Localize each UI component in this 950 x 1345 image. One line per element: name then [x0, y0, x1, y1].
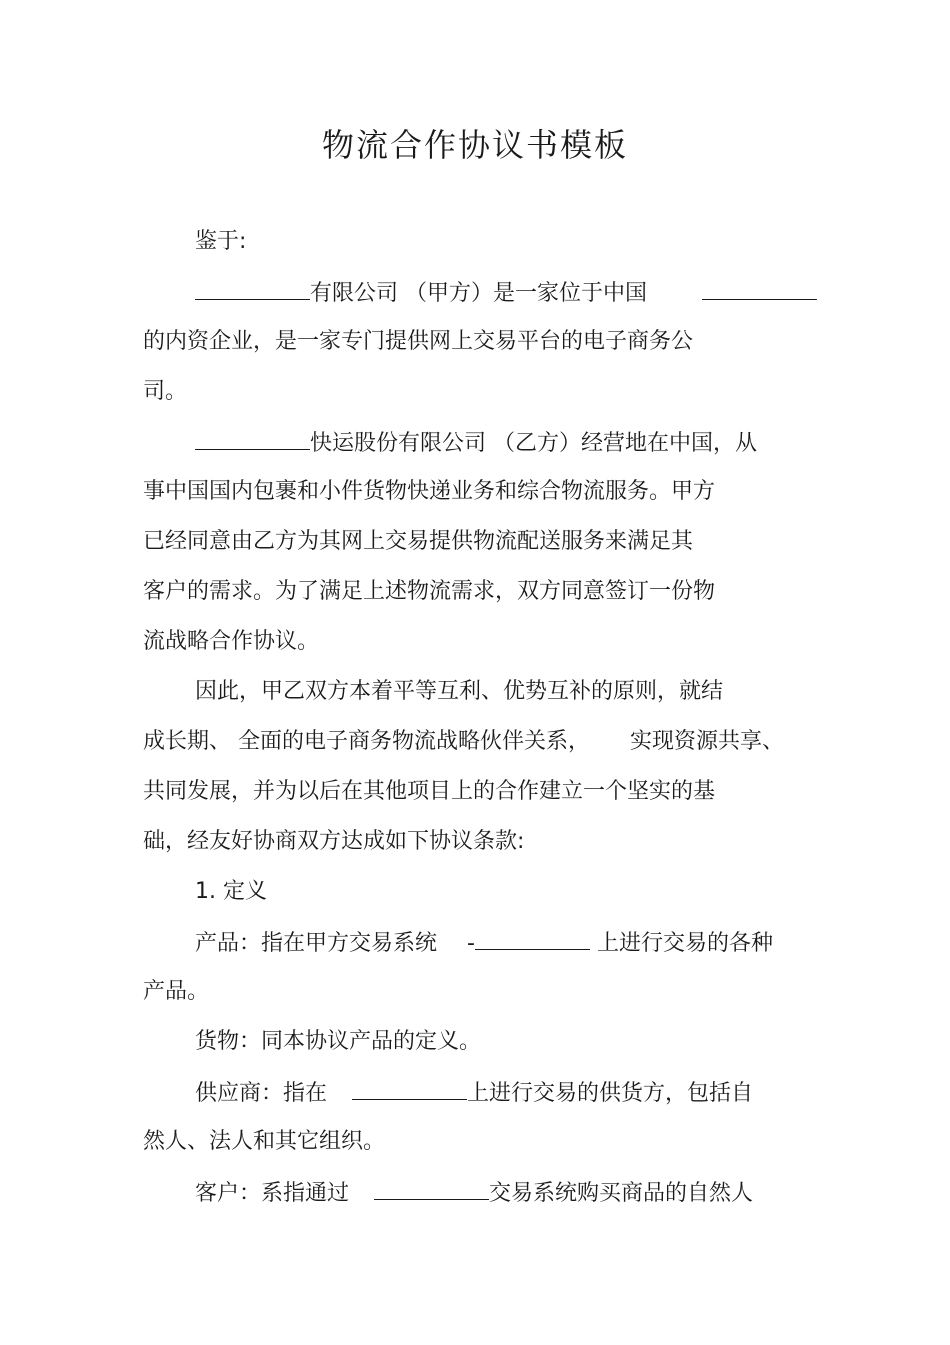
line-text: 产品。: [143, 979, 210, 1004]
line-text: 流战略合作协议。: [143, 629, 320, 654]
paragraph-line: [143, 727, 784, 757]
paragraph-line: [143, 527, 693, 557]
line-text: 司。: [143, 379, 188, 404]
paragraph-line: [195, 677, 723, 707]
paragraph-line: [143, 577, 715, 607]
line-text: 鉴于:: [195, 229, 247, 254]
paragraph-line: [195, 1027, 481, 1057]
fill-in-blank: [195, 277, 310, 300]
paragraph-line: [195, 1177, 753, 1209]
paragraph-line: [143, 1127, 385, 1157]
fill-in-blank: [374, 1177, 489, 1200]
line-text: 客户的需求。为了满足上述物流需求，双方同意签订一份物: [143, 579, 716, 604]
paragraph-line: [143, 477, 715, 507]
line-text: 然人、法人和其它组织。: [143, 1129, 386, 1154]
line-text: 事中国国内包裹和小件货物快递业务和综合物流服务。甲方: [143, 479, 716, 504]
line-text: 础，经友好协商双方达成如下协议条款:: [143, 829, 525, 854]
line-text: 货物：同本协议产品的定义。: [195, 1029, 482, 1054]
paragraph-line: [143, 377, 187, 407]
line-text: 上进行交易的供货方，包括自: [467, 1081, 754, 1106]
paragraph-line: [195, 1077, 753, 1109]
line-text: -: [467, 931, 475, 956]
line-text: 成长期、 全面的电子商务物流战略伙伴关系，: [143, 729, 590, 754]
line-text: 已经同意由乙方为其网上交易提供物流配送服务来满足其: [143, 529, 694, 554]
line-text: 供应商：指在: [195, 1081, 328, 1106]
paragraph-line: [143, 777, 715, 807]
line-text: 交易系统购买商品的自然人: [489, 1181, 754, 1206]
paragraph-line: [143, 627, 319, 657]
line-text: 客户：系指通过: [195, 1181, 350, 1206]
paragraph-line: [143, 827, 524, 857]
line-text: 的内资企业，是一家专门提供网上交易平台的电子商务公: [143, 329, 694, 354]
paragraph-line: [195, 927, 773, 959]
line-text: 1. 定义: [195, 879, 267, 904]
paragraph-line: [143, 327, 693, 357]
line-text: 实现资源共享、: [630, 729, 785, 754]
line-text: 有限公司 （甲方）是一家位于中国: [310, 281, 647, 306]
paragraph-line: [195, 427, 757, 459]
paragraph-line: [195, 877, 267, 907]
line-text: 因此，甲乙双方本着平等互利、优势互补的原则，就结: [195, 679, 724, 704]
paragraph-line: [195, 227, 246, 257]
line-text: 产品：指在甲方交易系统: [195, 931, 438, 956]
fill-in-blank: [352, 1077, 467, 1100]
fill-in-blank: [475, 927, 590, 950]
line-text: 上进行交易的各种: [589, 931, 773, 956]
paragraph-line: [195, 277, 817, 309]
fill-in-blank: [702, 277, 817, 300]
line-text: 共同发展，并为以后在其他项目上的合作建立一个坚实的基: [143, 779, 716, 804]
fill-in-blank: [195, 427, 310, 450]
paragraph-line: [143, 977, 209, 1007]
document-title: 物流合作协议书模板: [321, 126, 628, 164]
line-text: 快运股份有限公司 （乙方）经营地在中国，从: [310, 431, 757, 456]
